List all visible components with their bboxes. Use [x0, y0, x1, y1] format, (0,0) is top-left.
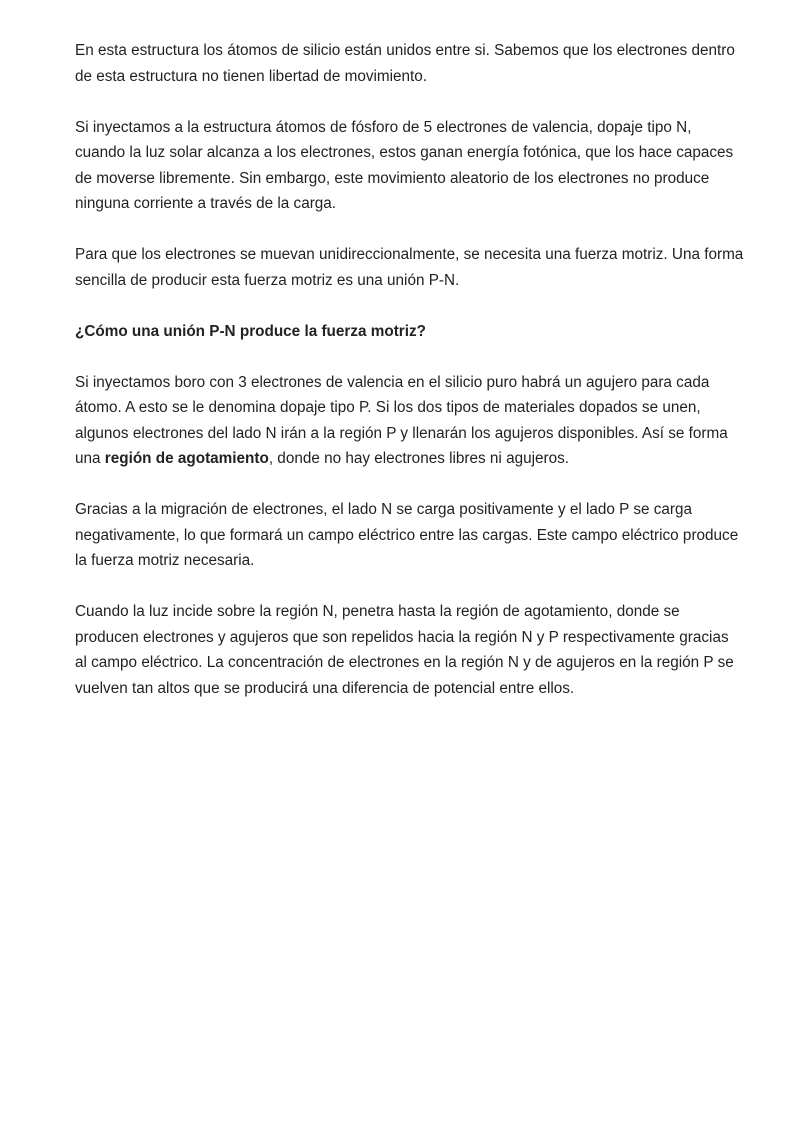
section-heading: [75, 319, 765, 345]
text-line: [75, 446, 765, 472]
document-body: [75, 38, 765, 727]
text-segment: una: [75, 450, 105, 467]
text-line: Si inyectamos boro con 3 electrones de valencia en el silicio puro habrá un agujero para cada: [75, 373, 710, 391]
text-line: Si inyectamos a la estructura átomos de fósforo de 5 electrones de valencia, dopaje tipo N,: [75, 118, 692, 136]
text-line: producen electrones y agujeros que son repelidos hacia la región N y P respectivamente gracias: [75, 628, 729, 646]
paragraph-n-doping: [75, 115, 765, 217]
text-line: Para que los electrones se muevan unidireccionalmente, se necesita una fuerza motriz. Una forma: [75, 246, 744, 263]
text-line: sencilla de producir esta fuerza motriz es una unión P-N.: [75, 271, 460, 289]
paragraph-electric-field: [75, 497, 765, 574]
text-line: cuando la luz solar alcanza a los electrones, estos ganan energía fotónica, que los hace capaces: [75, 144, 734, 161]
text-line: negativamente, lo que formará un campo eléctrico entre las cargas. Este campo eléctrico produce: [75, 526, 739, 544]
text-segment: , donde no hay electrones libres ni agujeros.: [268, 450, 569, 467]
paragraph-p-doping: [75, 370, 765, 472]
text-line: de moverse libremente. Sin embargo, este movimiento aleatorio de los electrones no produce: [75, 169, 710, 187]
bold-term: región de agotamiento: [104, 450, 269, 467]
paragraph-motive-force: [75, 242, 765, 293]
text-line: En esta estructura los átomos de silicio están unidos entre si. Sabemos que los electrones dentro: [75, 42, 735, 59]
text-line: Cuando la luz incide sobre la región N, penetra hasta la región de agotamiento, donde se: [75, 603, 680, 620]
text-line: algunos electrones del lado N irán a la región P y llenarán los agujeros disponibles. Así se forma: [75, 424, 728, 442]
text-line: la fuerza motriz necesaria.: [75, 552, 255, 569]
text-line: vuelven tan altos que se producirá una diferencia de potencial entre ellos.: [75, 679, 575, 697]
paragraph-light-incidence: [75, 599, 765, 701]
text-line: ninguna corriente a través de la carga.: [75, 195, 337, 212]
text-line: de esta estructura no tienen libertad de movimiento.: [75, 67, 428, 85]
text-line: átomo. A esto se le denomina dopaje tipo P. Si los dos tipos de materiales dopados se unen,: [75, 399, 701, 416]
heading-text: ¿Cómo una unión P-N produce la fuerza motriz?: [75, 322, 426, 340]
text-line: al campo eléctrico. La concentración de electrones en la región N y de agujeros en la región P se: [75, 654, 734, 671]
paragraph-silicon-structure: [75, 38, 765, 89]
text-line: Gracias a la migración de electrones, el lado N se carga positivamente y el lado P se carga: [75, 501, 693, 518]
